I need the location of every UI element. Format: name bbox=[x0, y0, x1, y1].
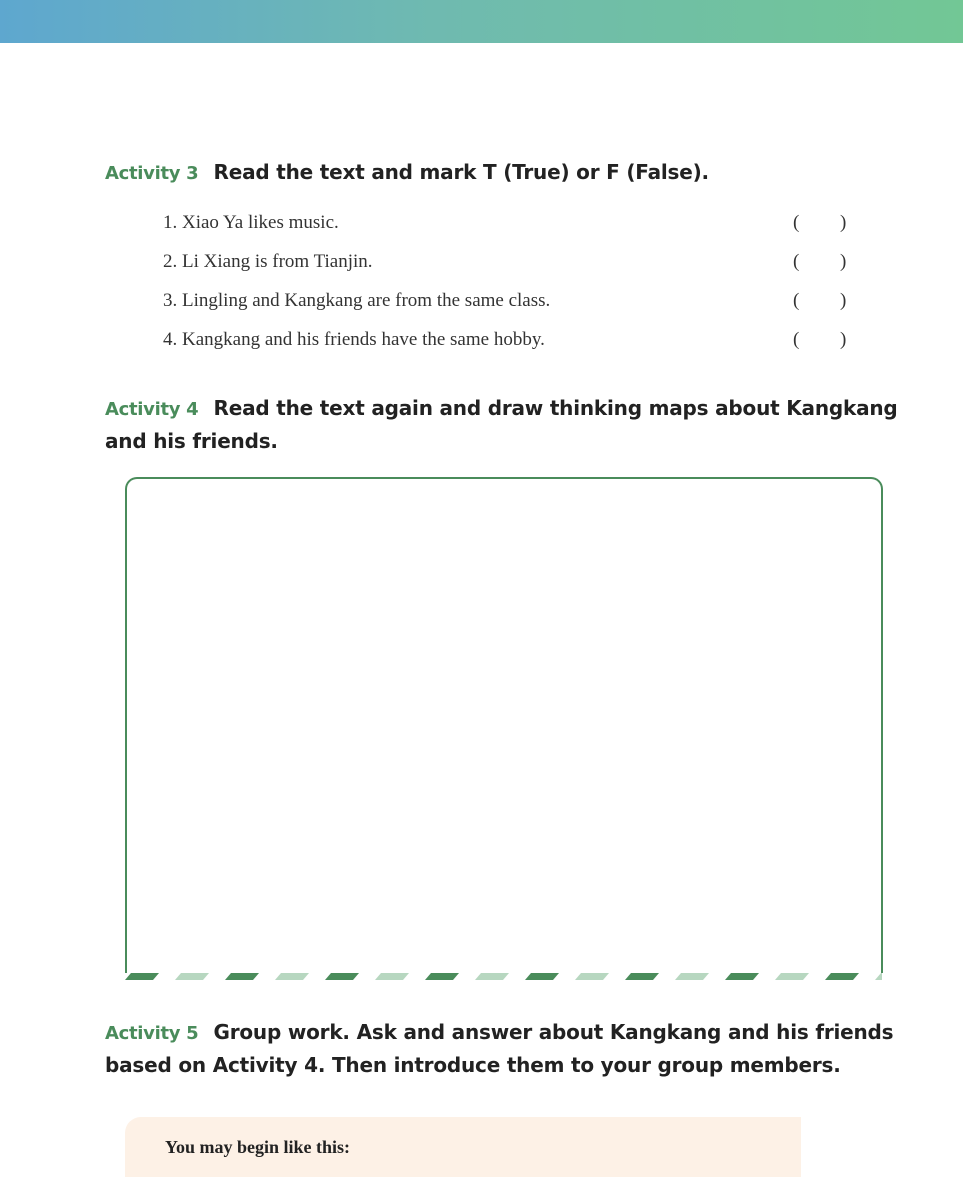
activity-4-instruction-line2: and his friends. bbox=[105, 429, 278, 453]
dash-segment bbox=[875, 973, 882, 980]
dash-segment bbox=[225, 973, 259, 980]
dash-segment bbox=[825, 973, 859, 980]
list-item bbox=[163, 208, 863, 247]
dash-segment bbox=[475, 973, 509, 980]
activity-5-heading bbox=[105, 1016, 905, 1082]
statement-text: 1. Xiao Ya likes music. bbox=[163, 212, 339, 233]
answer-blank-open[interactable]: ( bbox=[793, 290, 800, 311]
activity-4-label: Activity 4 bbox=[105, 399, 199, 420]
dash-segment bbox=[675, 973, 709, 980]
dash-segment bbox=[575, 973, 609, 980]
dash-segment bbox=[525, 973, 559, 980]
dash-segment bbox=[275, 973, 309, 980]
dash-segment bbox=[375, 973, 409, 980]
dash-segment bbox=[625, 973, 659, 980]
statement-text: 3. Lingling and Kangkang are from the same class. bbox=[163, 290, 551, 311]
answer-blank-open[interactable]: ( bbox=[793, 251, 800, 272]
dash-segment bbox=[325, 973, 359, 980]
activity-5-label: Activity 5 bbox=[105, 1023, 199, 1044]
note-text: You may begin like this: bbox=[165, 1137, 351, 1157]
true-false-list bbox=[163, 208, 863, 364]
answer-blank-close: ) bbox=[840, 212, 847, 233]
activity-5-instruction-line2: based on Activity 4. Then introduce them to your group members. bbox=[105, 1053, 841, 1077]
answer-blank-close: ) bbox=[840, 290, 847, 311]
answer-blank-open[interactable]: ( bbox=[793, 212, 800, 233]
dash-segment bbox=[125, 973, 159, 980]
header-band bbox=[0, 0, 963, 43]
activity-5-instruction-line1: Group work. Ask and answer about Kangkang and his friends bbox=[213, 1020, 894, 1044]
list-item bbox=[163, 247, 863, 286]
answer-blank-open[interactable]: ( bbox=[793, 329, 800, 350]
dash-segment bbox=[775, 973, 809, 980]
answer-blank-close: ) bbox=[840, 329, 847, 350]
activity-4-heading bbox=[105, 392, 905, 458]
activity-3-instruction: Read the text and mark T (True) or F (False). bbox=[213, 160, 709, 184]
list-item bbox=[163, 325, 863, 364]
example-note-box bbox=[125, 1117, 801, 1177]
statement-text: 2. Li Xiang is from Tianjin. bbox=[163, 251, 373, 272]
list-item bbox=[163, 286, 863, 325]
activity-3-heading bbox=[105, 156, 905, 189]
answer-blank-close: ) bbox=[840, 251, 847, 272]
thinking-map-drawing-area[interactable] bbox=[125, 477, 883, 973]
statement-text: 4. Kangkang and his friends have the same hobby. bbox=[163, 329, 545, 350]
dash-segment bbox=[725, 973, 759, 980]
dash-segment bbox=[175, 973, 209, 980]
decorative-dash-border bbox=[125, 973, 882, 980]
dash-segment bbox=[425, 973, 459, 980]
activity-3-label: Activity 3 bbox=[105, 163, 199, 184]
activity-4-instruction-line1: Read the text again and draw thinking maps about Kangkang bbox=[213, 396, 898, 420]
